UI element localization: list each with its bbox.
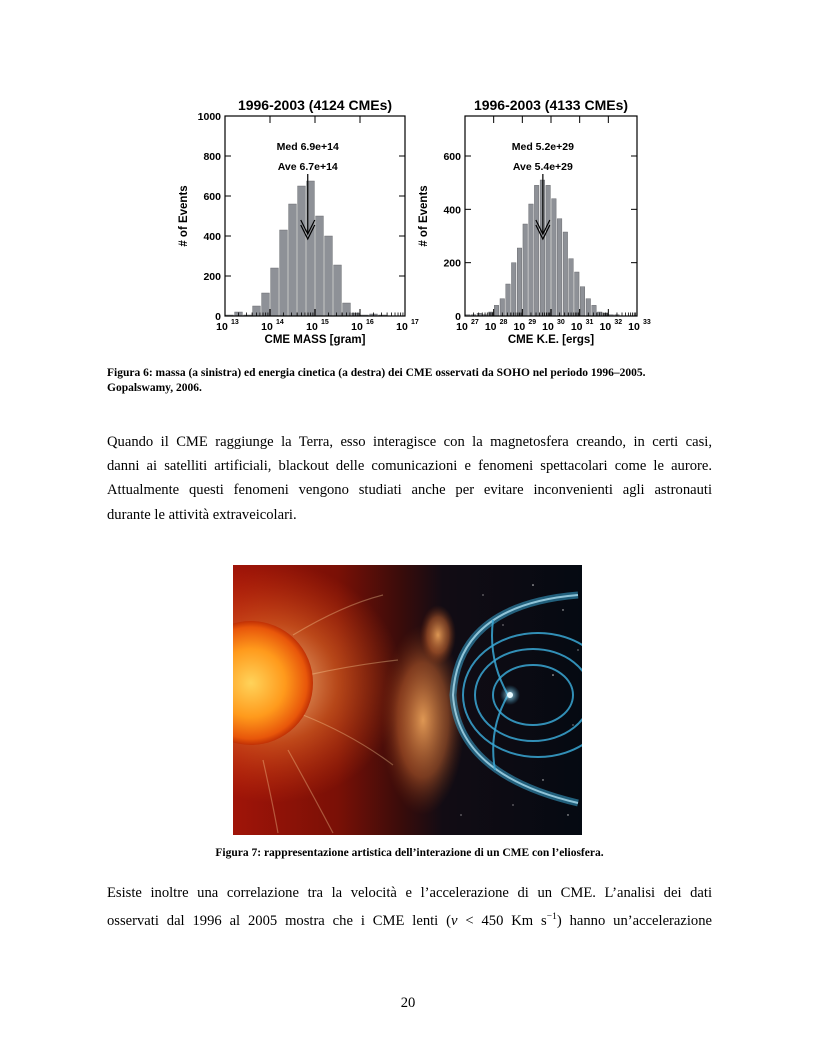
paragraph-line: Quando il CME raggiunge la Terra, esso interagisce con la magnetosfera creando, in certi casi,: [107, 434, 712, 450]
histogram-bar: [580, 287, 585, 316]
histogram-bar: [569, 259, 574, 316]
x-tick-label: 10: [599, 321, 612, 333]
x-tick-label: 10: [484, 321, 497, 333]
histogram-bar: [506, 284, 511, 316]
figure-6-histograms: [160, 88, 660, 358]
text-run: ) hanno un’accelerazione: [556, 913, 712, 930]
x-tick-label: 10: [513, 321, 526, 333]
paragraph-line: [107, 905, 712, 933]
y-tick-label: 1000: [197, 111, 221, 123]
histogram-bar: [529, 204, 534, 316]
y-tick-label: 600: [443, 151, 461, 163]
sun-cme-magnetosphere-illustration: [233, 565, 582, 835]
chart-title: 1996-2003 (4133 CMEs): [473, 97, 629, 113]
x-tick-label: 10: [261, 321, 273, 333]
paragraph-cme-velocity: [107, 881, 712, 933]
x-tick-label: 10: [216, 321, 228, 333]
figure-7-caption: Figura 7: rappresentazione artistica dell’interazione di un CME con l’eliosfera.: [215, 847, 604, 859]
x-tick-label: 10: [396, 321, 408, 333]
histogram-bar: [557, 219, 562, 316]
histogram-bar: [316, 216, 324, 316]
y-tick-label: 400: [203, 231, 221, 243]
x-tick-label: 10: [628, 321, 640, 333]
x-tick-exponent: 16: [366, 319, 374, 326]
x-axis-label: CME K.E. [ergs]: [507, 334, 595, 346]
paragraph-line: danni ai satelliti artificiali, blackout delle comunicazioni e fenomeni spettacolari come le aurore.: [107, 458, 712, 475]
y-tick-label: 0: [215, 311, 221, 323]
histogram-bar: [494, 305, 499, 316]
average-label: Ave 6.7e+14: [277, 161, 338, 173]
figure-6-caption: Figura 6: massa (a sinistra) ed energia cinetica (a destra) dei CME osservati da SOHO nel periodo 1996–2005. Gopalswamy, 2006.: [107, 367, 646, 394]
y-tick-label: 600: [203, 191, 221, 203]
paragraph-line: Attualmente questi fenomeni vengono studiati anche per evitare inconvenienti agli astronauti: [107, 482, 712, 499]
median-label: Med 5.2e+29: [511, 141, 574, 153]
histogram-bar: [592, 305, 597, 316]
histogram-bar: [334, 265, 342, 316]
histogram-bar: [552, 199, 557, 316]
paragraph-cme-earth: [107, 430, 712, 527]
x-axis-label: CME MASS [gram]: [264, 334, 366, 346]
x-tick-exponent: 30: [557, 319, 565, 326]
x-tick-label: 10: [306, 321, 318, 333]
average-label: Ave 5.4e+29: [512, 161, 573, 173]
x-tick-exponent: 33: [643, 319, 651, 326]
y-tick-label: 800: [203, 151, 221, 163]
page-number: 20: [400, 995, 416, 1011]
histogram-bar: [523, 224, 528, 316]
histogram-bar: [546, 185, 551, 316]
y-tick-label: 200: [443, 257, 461, 270]
x-tick-exponent: 31: [585, 319, 594, 326]
x-tick-exponent: 32: [614, 319, 623, 326]
x-tick-exponent: 28: [499, 319, 508, 326]
histogram-bar: [298, 186, 306, 316]
paragraph-line: Esiste inoltre una correlazione tra la velocità e l’accelerazione di un CME. L’analisi dei dati: [107, 885, 712, 901]
exponent: −1: [546, 912, 557, 923]
chart-title: 1996-2003 (4124 CMEs): [237, 97, 393, 113]
x-tick-exponent: 13: [231, 319, 239, 326]
kinetic-energy-histogram: [418, 97, 651, 346]
histogram-bar: [563, 232, 568, 316]
y-tick-label: 200: [203, 271, 221, 283]
x-tick-label: 10: [456, 321, 468, 333]
velocity-symbol: v: [450, 913, 458, 930]
y-tick-label: 400: [443, 204, 461, 217]
histogram-bar: [534, 185, 539, 316]
histogram-bar: [325, 236, 333, 316]
x-tick-exponent: 17: [411, 319, 419, 326]
x-tick-exponent: 27: [471, 319, 479, 326]
x-tick-label: 10: [351, 321, 363, 333]
y-axis-label: # of Events: [418, 185, 430, 247]
y-tick-label: 0: [455, 311, 461, 323]
histogram-bar: [517, 248, 522, 316]
text-run: < 450 Km s: [457, 913, 547, 930]
y-axis-label: # of Events: [178, 185, 190, 247]
median-label: Med 6.9e+14: [276, 141, 339, 153]
histogram-bar: [280, 230, 288, 316]
x-tick-label: 10: [570, 321, 583, 333]
x-tick-exponent: 29: [528, 319, 537, 326]
x-tick-exponent: 14: [276, 319, 284, 326]
mass-histogram: [178, 97, 419, 346]
x-tick-label: 10: [542, 321, 554, 333]
paragraph-line: durante le attività extraveicolari.: [107, 506, 297, 523]
histogram-bar: [289, 204, 297, 316]
histogram-bar: [271, 268, 279, 316]
text-run: osservati dal 1996 al 2005 mostra che i CME lenti (: [107, 913, 451, 930]
histogram-bar: [511, 263, 516, 316]
x-tick-exponent: 15: [321, 319, 329, 326]
histogram-bar: [575, 272, 580, 316]
